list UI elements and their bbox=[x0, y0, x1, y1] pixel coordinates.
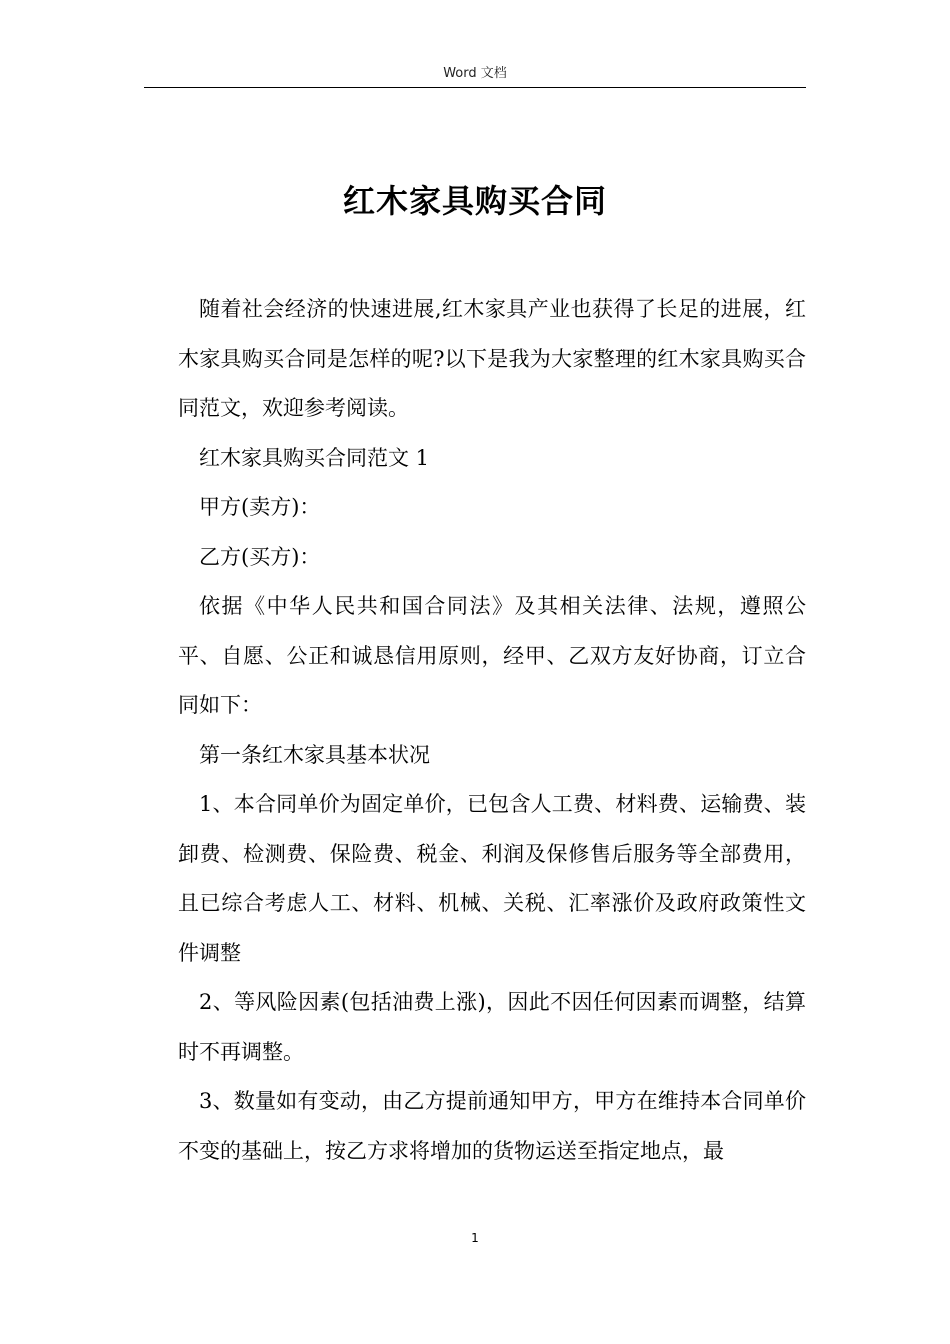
intro-paragraph: 随着社会经济的快速进展,红木家具产业也获得了长足的进展，红木家具购买合同是怎样的呢?以下是我为大家整理的红木家具购买合同范文，欢迎参考阅读。 bbox=[178, 297, 806, 420]
clause-1: 1、本合同单价为固定单价，已包含人工费、材料费、运输费、装卸费、检测费、保险费、税金、利润及保修售后服务等全部费用，且已综合考虑人工、材料、机械、关税、汇率涨价及政府政策性文件调整 bbox=[178, 792, 806, 965]
clause-2: 2、等风险因素(包括油费上涨)，因此不因任何因素而调整，结算时不再调整。 bbox=[178, 990, 806, 1064]
party-a-line: 甲方(卖方)： bbox=[199, 495, 321, 519]
article-one-heading: 第一条红木家具基本状况 bbox=[199, 742, 430, 767]
document-body bbox=[178, 285, 806, 1176]
page-header: Word 文档 bbox=[443, 66, 507, 81]
sample-heading: 红木家具购买合同范文 1 bbox=[199, 445, 430, 470]
clause-3: 3、数量如有变动，由乙方提前通知甲方，甲方在维持本合同单价不变的基础上，按乙方求将增加的货物运送至指定地点，最 bbox=[178, 1089, 806, 1163]
document-title: 红木家具购买合同 bbox=[342, 182, 607, 221]
page-number: 1 bbox=[471, 1231, 479, 1245]
party-b-line: 乙方(买方)： bbox=[199, 544, 321, 569]
header-divider bbox=[144, 87, 806, 88]
preamble-paragraph: 依据《中华人民共和国合同法》及其相关法律、法规，遵照公平、自愿、公正和诚恳信用原则，经甲、乙双方友好协商，订立合同如下： bbox=[178, 594, 806, 717]
